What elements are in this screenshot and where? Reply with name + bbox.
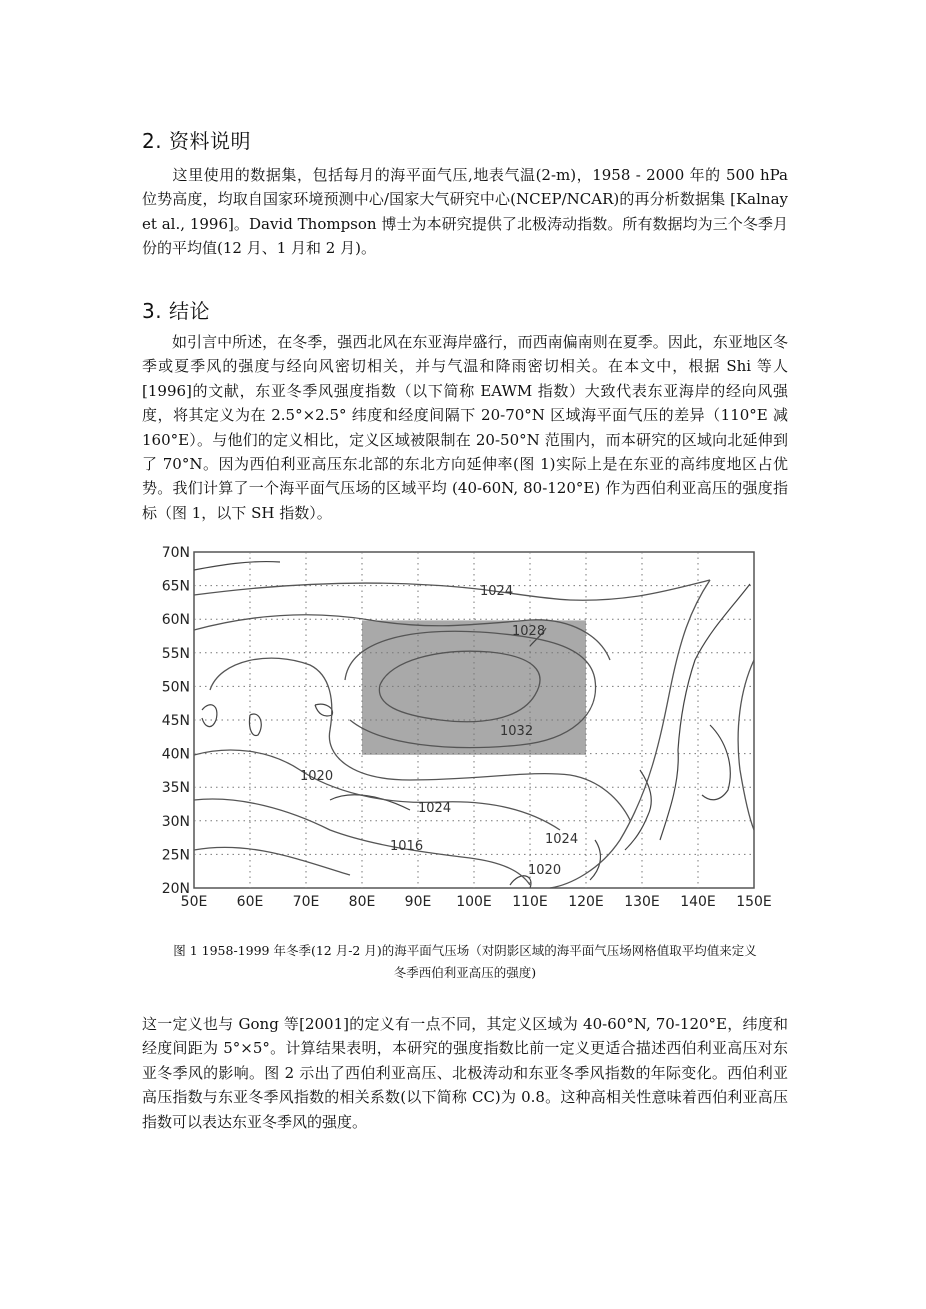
y-tick-label: 25N (161, 847, 190, 864)
contour-label: 1028 (512, 624, 546, 639)
x-tick-label: 150E (736, 894, 772, 910)
contour-label: 1016 (390, 839, 424, 854)
contour-label: 1024 (418, 801, 452, 816)
x-tick-label: 80E (348, 894, 376, 910)
y-axis-labels (162, 545, 190, 897)
x-tick-label: 50E (180, 894, 208, 910)
x-tick-label: 60E (236, 894, 264, 910)
x-tick-label: 90E (404, 894, 432, 910)
x-tick-label: 140E (680, 894, 716, 910)
y-tick-label: 20N (161, 881, 190, 897)
section-2-heading: 2. 资料说明 (142, 129, 251, 153)
y-tick-label: 45N (161, 713, 190, 729)
y-tick-label: 65N (161, 578, 190, 595)
contour-label: 1020 (528, 863, 562, 878)
y-tick-label: 35N (161, 780, 190, 797)
contour-label: 1032 (500, 724, 534, 739)
y-tick-label: 30N (161, 813, 190, 830)
closing-paragraph: 这一定义也与 Gong 等[2001]的定义有一点不同，其定义区域为 40-60°N, 70-120°E，纬度和经度间距为 5°×5°。计算结果表明，本研究的强度指数比前一定义更适合描述西伯利亚高压对东亚冬季风的影响。图 2 示出了西伯利亚高压、北极涛动和东亚冬季风指数的年际变化。西伯利亚高压指数与东亚冬季风指数的相关系数(以下简称 CC)为 0.8。这种高相关性意味着西伯利亚高压指数可以表达东亚冬季风的强度。 (142, 1015, 788, 1131)
contour-label: 1024 (545, 832, 579, 847)
figure-caption: 图 1 1958-1999 年冬季(12 月-2 月)的海平面气压场（对阴影区域的海平面气压场网格值取平均值来定义 冬季西伯利亚高压的强度) (173, 943, 757, 980)
section-3-paragraph: 如引言中所述，在冬季，强西北风在东亚海岸盛行，而西南偏南则在夏季。因此，东亚地区冬季或夏季风的强度与经向风密切相关，并与气温和降雨密切相关。在本文中，根据 Shi 等人[1996]的文献，东亚冬季风强度指数（以下简称 EAWM 指数）大致代表东亚海岸的经向风强度，将其定义为在 2.5°×2.5° 纬度和经度间隔下 20-70°N 区域海平面气压的差异（110°E 减 160°E）。与他们的定义相比，定义区域被限制在 20-50°N 范围内，而本研究的区域向北延伸到了 70°N。因为西伯利亚高压东北部的东北方向延伸率(图 1)实际上是在东亚的高纬度地区占优势。我们计算了一个海平面气压场的区域平均 (40-60N, 80-120°E) 作为西伯利亚高压的强度指标（图 1，以下 SH 指数）。 (142, 333, 788, 522)
x-tick-label: 120E (568, 894, 604, 910)
y-tick-label: 50N (161, 679, 190, 696)
x-tick-label: 110E (512, 894, 548, 910)
y-tick-label: 70N (161, 545, 190, 561)
contour-label: 1024 (480, 584, 514, 599)
x-tick-label: 100E (456, 894, 492, 910)
x-axis-labels (181, 894, 772, 910)
y-tick-label: 60N (161, 612, 190, 629)
y-tick-label: 55N (161, 645, 190, 662)
section-3-heading: 3. 结论 (142, 299, 210, 323)
x-tick-label: 70E (292, 894, 320, 910)
x-tick-label: 130E (624, 894, 660, 910)
section-2-paragraph: 这里使用的数据集，包括每月的海平面气压,地表气温(2-m)，1958 - 2000 年的 500 hPa 位势高度，均取自国家环境预测中心/国家大气研究中心(NCEP/NCAR)的再分析数据集 [Kalnay et al., 1996]。David Thompson 博士为本研究提供了北极涛动指数。所有数据均为三个冬季月份的平均值(12 月、1 月和 2 月)。 (142, 166, 788, 258)
contour-label: 1020 (300, 769, 334, 784)
y-tick-label: 40N (161, 746, 190, 763)
sea-level-pressure-map (150, 540, 790, 925)
